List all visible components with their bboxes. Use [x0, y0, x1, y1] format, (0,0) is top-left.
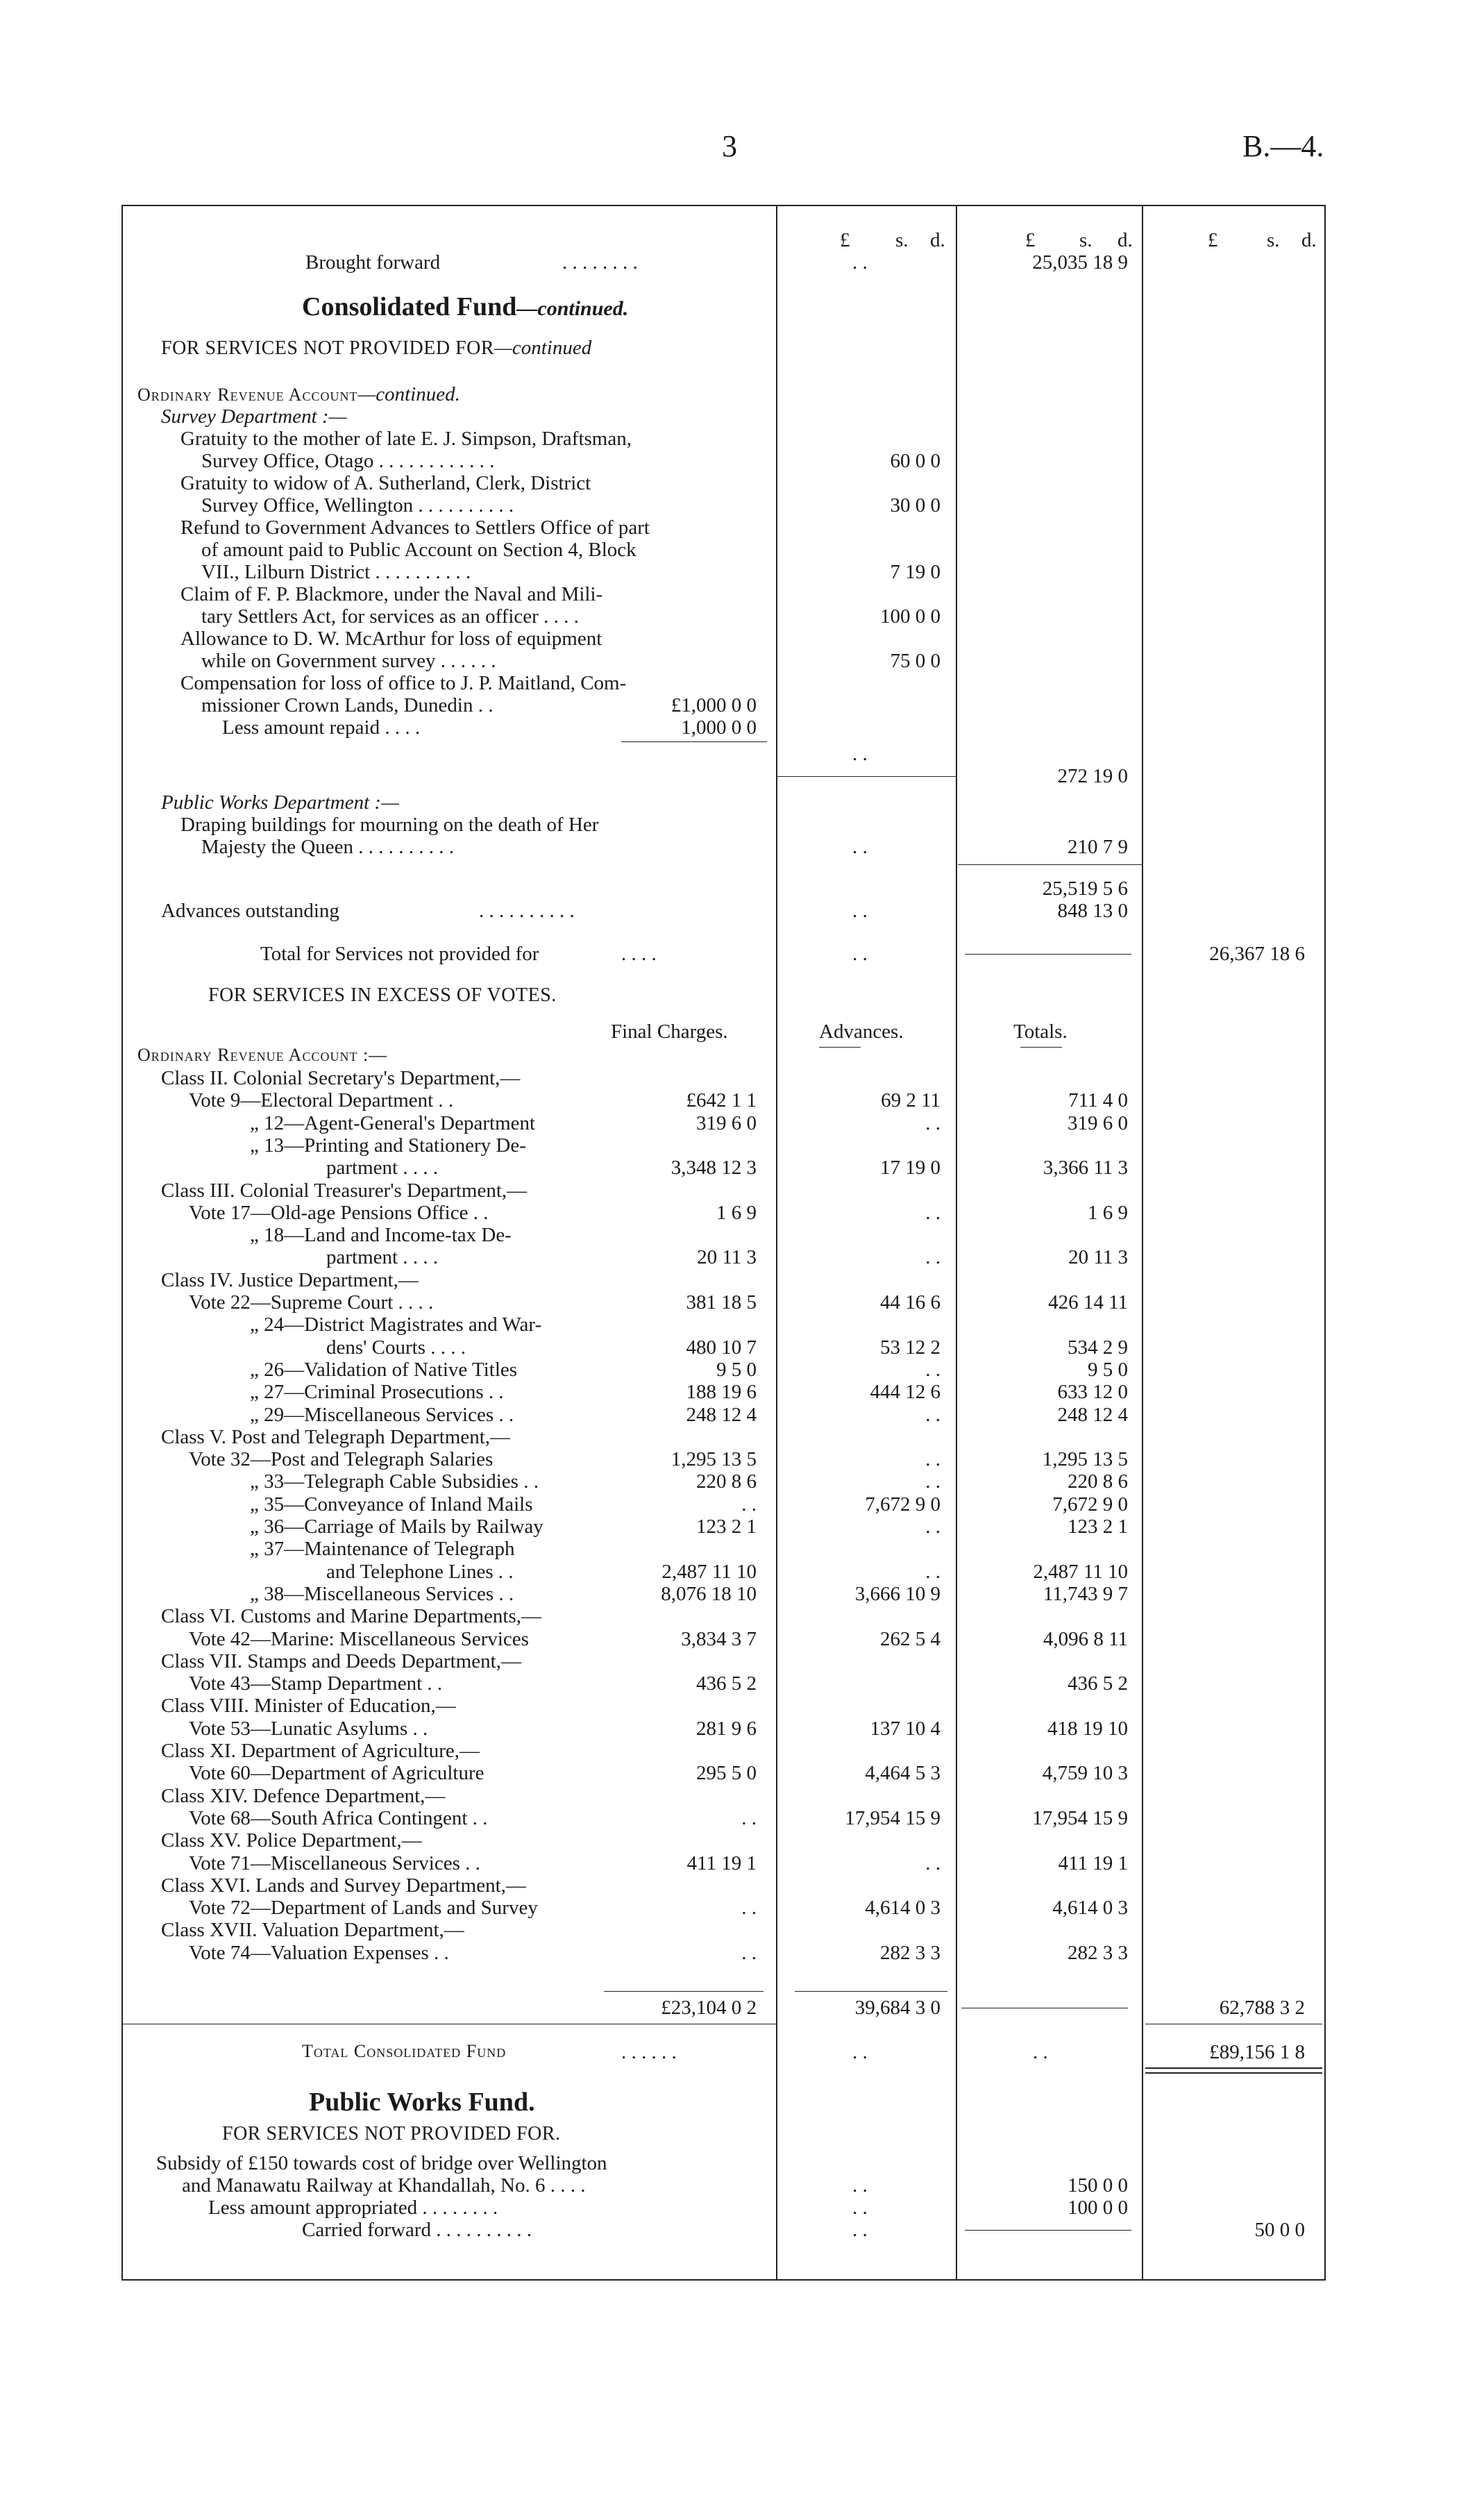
excess-row-final: 1,295 13 5 [671, 1448, 757, 1470]
excess-row-total: 633 12 0 [1057, 1381, 1128, 1403]
excess-row-final: 20 11 3 [697, 1246, 757, 1268]
excess-row-final: 248 12 4 [686, 1404, 757, 1426]
excess-row-final: 123 2 1 [696, 1516, 757, 1538]
excess-row-advances: . . [925, 1470, 941, 1493]
excess-row-total: 436 5 2 [1068, 1672, 1128, 1695]
advances-col1: . . [852, 900, 868, 922]
excess-row-advances: 7,672 9 0 [865, 1493, 941, 1516]
page-number: 3 [722, 129, 737, 163]
excess-row-total: 123 2 1 [1068, 1516, 1128, 1538]
excess-row-advances: . . [925, 1359, 941, 1381]
survey-line: while on Government survey . . . . . . [201, 650, 496, 672]
excess-sum-advances: 39,684 3 0 [854, 1997, 941, 2019]
excess-row-label: „ 38—Miscellaneous Services . . [250, 1583, 514, 1605]
total-consolidated-leaders: . . . . . . [621, 2041, 677, 2063]
not-provided-total-leaders: . . . . [621, 943, 657, 965]
excess-row-label: Vote 17—Old-age Pensions Office . . [189, 1202, 489, 1224]
total-consolidated-amount: £89,156 1 8 [1209, 2041, 1305, 2063]
excess-row-label: Class III. Colonial Treasurer's Department,— [161, 1180, 528, 1202]
excess-ora-heading: Ordinary Revenue Account :— [137, 1045, 388, 1065]
survey-line: Survey Office, Otago . . . . . . . . . . . . [201, 450, 495, 472]
excess-row-advances: . . [925, 1448, 941, 1470]
excess-row-advances: 3,666 10 9 [854, 1583, 941, 1605]
survey-line: Compensation for loss of office to J. P. Maitland, Com- [180, 672, 627, 694]
excess-row-label: „ 29—Miscellaneous Services . . [250, 1404, 514, 1426]
excess-row-label: partment . . . . [326, 1157, 439, 1179]
excess-row-label: „ 35—Conveyance of Inland Mails [250, 1493, 533, 1516]
excess-row-label: „ 12—Agent-General's Department [250, 1112, 536, 1134]
not-provided-total-amount: 26,367 18 6 [1209, 943, 1305, 965]
excess-row-label: „ 13—Printing and Stationery De- [250, 1134, 526, 1157]
excess-row-advances: . . [925, 1246, 941, 1268]
public-works-col1: . . [852, 2174, 868, 2197]
maitland-net: . . [852, 743, 868, 765]
document-ref: B.—4. [1242, 129, 1324, 163]
excess-row-total: 711 4 0 [1068, 1089, 1128, 1111]
excess-row-total: 319 6 0 [1068, 1112, 1128, 1134]
excess-row-label: Class VI. Customs and Marine Departments,— [161, 1605, 541, 1627]
excess-row-advances: 444 12 6 [870, 1381, 941, 1403]
excess-row-label: „ 27—Criminal Prosecutions . . [250, 1381, 504, 1403]
survey-total: 272 19 0 [1057, 765, 1128, 787]
survey-line: Allowance to D. W. McArthur for loss of equipment [180, 628, 602, 650]
excess-row-label: Vote 72—Department of Lands and Survey [189, 1897, 538, 1919]
excess-row-advances: . . [925, 1404, 941, 1426]
excess-row-final: 220 8 6 [696, 1470, 757, 1493]
excess-row-final: 2,487 11 10 [661, 1561, 757, 1583]
excess-row-advances: 53 12 2 [880, 1336, 941, 1359]
excess-row-label: Vote 53—Lunatic Asylums . . [189, 1718, 428, 1740]
excess-row-total: 20 11 3 [1068, 1246, 1128, 1268]
not-provided-subtitle: FOR SERVICES NOT PROVIDED FOR—continued [161, 337, 592, 359]
excess-row-final: 188 19 6 [686, 1381, 757, 1403]
survey-line: missioner Crown Lands, Dunedin . . [201, 694, 494, 716]
col3-pence-heading: d. [1301, 229, 1317, 251]
excess-title: FOR SERVICES IN EXCESS OF VOTES. [208, 984, 557, 1006]
excess-row-total: 418 19 10 [1047, 1718, 1128, 1740]
excess-row-final: 281 9 6 [696, 1718, 757, 1740]
survey-line: VII., Lilburn District . . . . . . . . . . [201, 561, 471, 583]
excess-row-label: „ 18—Land and Income-tax De- [250, 1224, 512, 1246]
excess-row-label: Vote 74—Valuation Expenses . . [189, 1942, 449, 1964]
col1-pence-heading: d. [930, 229, 945, 251]
excess-row-advances: 282 3 3 [880, 1942, 941, 1964]
survey-line: tary Settlers Act, for services as an officer . . . . [201, 605, 579, 628]
survey-line: Less amount repaid . . . . [222, 716, 421, 739]
pwd-col1: . . [852, 836, 868, 858]
pwd-line: Draping buildings for mourning on the death of Her [180, 814, 599, 836]
excess-row-total: 248 12 4 [1057, 1404, 1128, 1426]
excess-row-label: Class XI. Department of Agriculture,— [161, 1740, 480, 1762]
survey-amount: 75 0 0 [890, 650, 941, 672]
consolidated-fund-title: Consolidated Fund—continued. [302, 292, 629, 321]
maitland-amount: £1,000 0 0 [671, 694, 757, 716]
excess-row-total: 534 2 9 [1068, 1336, 1128, 1359]
excess-row-label: „ 33—Telegraph Cable Subsidies . . [250, 1470, 539, 1493]
excess-row-final: 411 19 1 [686, 1852, 757, 1874]
totals-heading: Totals. [1013, 1021, 1068, 1043]
excess-row-advances: . . [925, 1112, 941, 1134]
excess-row-final: . . [741, 1807, 757, 1829]
not-provided-total-label: Total for Services not provided for [260, 943, 539, 965]
ora-heading: Ordinary Revenue Account—continued. [137, 383, 460, 405]
public-works-line: and Manawatu Railway at Khandallah, No. 6 . . . . [182, 2174, 586, 2197]
total-consolidated-col1: . . [852, 2041, 868, 2063]
advances-leaders: . . . . . . . . . . [479, 900, 575, 922]
excess-row-label: Class VIII. Minister of Education,— [161, 1695, 456, 1717]
col2-shilling-heading: s. [1079, 229, 1093, 251]
excess-row-final: 295 5 0 [696, 1762, 757, 1784]
pwd-heading: Public Works Department :— [161, 791, 399, 814]
excess-row-label: „ 26—Validation of Native Titles [250, 1359, 518, 1381]
survey-amount: 60 0 0 [890, 450, 941, 472]
carried-forward-amount: 50 0 0 [1254, 2219, 1305, 2241]
pwd-amount: 210 7 9 [1068, 836, 1128, 858]
excess-row-advances: 44 16 6 [880, 1291, 941, 1313]
survey-line: Gratuity to the mother of late E. J. Simpson, Draftsman, [180, 428, 632, 450]
advances-heading: Advances. [819, 1021, 904, 1043]
col2-pence-heading: d. [1118, 229, 1133, 251]
excess-row-final: 480 10 7 [686, 1336, 757, 1359]
survey-line: Claim of F. P. Blackmore, under the Naval and Mili- [180, 583, 603, 605]
final-charges-heading: Final Charges. [611, 1021, 728, 1043]
excess-row-total: 17,954 15 9 [1032, 1807, 1128, 1829]
pwd-line: Majesty the Queen . . . . . . . . . . [201, 836, 455, 858]
excess-row-label: Vote 71—Miscellaneous Services . . [189, 1852, 480, 1874]
excess-row-total: 220 8 6 [1068, 1470, 1128, 1493]
excess-row-total: 411 19 1 [1058, 1852, 1128, 1874]
excess-row-label: Class VII. Stamps and Deeds Department,— [161, 1650, 521, 1672]
excess-row-label: Vote 42—Marine: Miscellaneous Services [189, 1628, 529, 1650]
excess-row-label: „ 37—Maintenance of Telegraph [250, 1538, 515, 1560]
excess-row-advances: 4,614 0 3 [865, 1897, 941, 1919]
excess-row-label: Vote 9—Electoral Department . . [189, 1089, 454, 1111]
survey-line: of amount paid to Public Account on Section 4, Block [201, 539, 636, 561]
excess-row-final: 381 18 5 [686, 1291, 757, 1313]
excess-row-advances: 17,954 15 9 [845, 1807, 941, 1829]
excess-row-advances: 69 2 11 [881, 1089, 941, 1111]
excess-row-final: 9 5 0 [716, 1359, 757, 1381]
excess-row-total: 7,672 9 0 [1052, 1493, 1128, 1516]
col3-shilling-heading: s. [1267, 229, 1280, 251]
advances-label: Advances outstanding [161, 900, 339, 922]
excess-row-label: „ 36—Carriage of Mails by Railway [250, 1516, 543, 1538]
excess-row-total: 1 6 9 [1088, 1202, 1128, 1224]
total-consolidated-label: Total Consolidated Fund [302, 2041, 507, 2061]
excess-row-label: and Telephone Lines . . [326, 1561, 514, 1583]
excess-row-label: Vote 22—Supreme Court . . . . [189, 1291, 434, 1313]
col1-shilling-heading: s. [895, 229, 909, 251]
public-works-col1: . . [852, 2197, 868, 2219]
excess-row-advances: . . [925, 1516, 941, 1538]
excess-row-total: 426 14 11 [1048, 1291, 1128, 1313]
excess-row-total: 4,614 0 3 [1052, 1897, 1128, 1919]
public-works-title: Public Works Fund. [309, 2088, 535, 2117]
excess-row-label: Class V. Post and Telegraph Department,— [161, 1426, 510, 1448]
excess-row-label: dens' Courts . . . . [326, 1336, 466, 1359]
excess-row-advances: 4,464 5 3 [865, 1762, 941, 1784]
excess-row-total: 2,487 11 10 [1033, 1561, 1128, 1583]
excess-row-final: 8,076 18 10 [661, 1583, 757, 1605]
public-works-line: Subsidy of £150 towards cost of bridge over Wellington [156, 2152, 607, 2174]
excess-row-total: 282 3 3 [1068, 1942, 1128, 1964]
excess-row-final: £642 1 1 [686, 1089, 757, 1111]
subtotal-amount: 25,519 5 6 [1042, 878, 1128, 900]
excess-row-label: Class XVI. Lands and Survey Department,— [161, 1874, 526, 1897]
excess-row-final: . . [741, 1942, 757, 1964]
col1-pound-heading: £ [840, 229, 850, 251]
excess-row-total: 3,366 11 3 [1043, 1157, 1128, 1179]
excess-row-advances: 262 5 4 [880, 1628, 941, 1650]
excess-row-final: 1 6 9 [716, 1202, 757, 1224]
public-works-line: Less amount appropriated . . . . . . . . [208, 2197, 498, 2219]
survey-line: Gratuity to widow of A. Sutherland, Clerk, District [180, 472, 591, 494]
excess-row-label: Class XV. Police Department,— [161, 1829, 422, 1852]
not-provided-total-col1: . . [852, 943, 868, 965]
excess-row-total: 4,096 8 11 [1043, 1628, 1128, 1650]
excess-row-label: Vote 68—South Africa Contingent . . [189, 1807, 488, 1829]
excess-row-final: 436 5 2 [696, 1672, 757, 1695]
advances-amount: 848 13 0 [1057, 900, 1128, 922]
public-works-line: Carried forward . . . . . . . . . . [302, 2219, 532, 2241]
excess-row-label: Class XIV. Defence Department,— [161, 1785, 446, 1807]
excess-row-final: 3,348 12 3 [671, 1157, 757, 1179]
brought-forward-leaders: . . . . . . . . [562, 251, 638, 274]
excess-row-total: 4,759 10 3 [1042, 1762, 1128, 1784]
excess-row-final: 3,834 3 7 [681, 1628, 757, 1650]
public-works-col1: . . [852, 2219, 868, 2241]
excess-sum-final: £23,104 0 2 [661, 1997, 757, 2019]
excess-row-label: Vote 43—Stamp Department . . [189, 1672, 443, 1695]
col3-pound-heading: £ [1208, 229, 1218, 251]
excess-row-label: „ 24—District Magistrates and War- [250, 1313, 542, 1336]
excess-row-advances: 17 19 0 [880, 1157, 941, 1179]
survey-amount: 100 0 0 [880, 605, 941, 628]
excess-row-advances: . . [925, 1561, 941, 1583]
excess-row-advances: . . [925, 1202, 941, 1224]
brought-forward-col1: . . [852, 251, 868, 274]
col2-pound-heading: £ [1025, 229, 1036, 251]
public-works-appropriated: 100 0 0 [1068, 2197, 1128, 2219]
total-consolidated-col2: . . [1033, 2041, 1048, 2063]
excess-row-final: . . [741, 1897, 757, 1919]
excess-row-label: partment . . . . [326, 1246, 439, 1268]
survey-heading: Survey Department :— [161, 405, 347, 428]
brought-forward-label: Brought forward [305, 251, 441, 274]
excess-row-label: Class IV. Justice Department,— [161, 1269, 419, 1291]
excess-row-label: Class XVII. Valuation Department,— [161, 1919, 464, 1941]
excess-sum-total: 62,788 3 2 [1219, 1997, 1305, 2019]
excess-row-label: Vote 32—Post and Telegraph Salaries [189, 1448, 494, 1470]
survey-line: Survey Office, Wellington . . . . . . . . . . [201, 494, 514, 517]
excess-row-final: 319 6 0 [696, 1112, 757, 1134]
survey-amount: 7 19 0 [890, 561, 941, 583]
survey-line: Refund to Government Advances to Settlers Office of part [180, 517, 650, 539]
excess-row-final: . . [741, 1493, 757, 1516]
excess-row-label: Vote 60—Department of Agriculture [189, 1762, 484, 1784]
public-works-subtitle: FOR SERVICES NOT PROVIDED FOR. [222, 2123, 561, 2144]
excess-row-label: Class II. Colonial Secretary's Department,— [161, 1067, 521, 1089]
excess-row-advances: . . [925, 1852, 941, 1874]
excess-row-total: 9 5 0 [1088, 1359, 1128, 1381]
excess-row-advances: 137 10 4 [870, 1718, 941, 1740]
repaid-amount: 1,000 0 0 [681, 716, 757, 739]
excess-row-total: 11,743 9 7 [1043, 1583, 1128, 1605]
excess-row-total: 1,295 13 5 [1042, 1448, 1128, 1470]
public-works-subsidy: 150 0 0 [1068, 2174, 1128, 2197]
survey-amount: 30 0 0 [890, 494, 941, 517]
brought-forward-amount: 25,035 18 9 [1032, 251, 1128, 274]
